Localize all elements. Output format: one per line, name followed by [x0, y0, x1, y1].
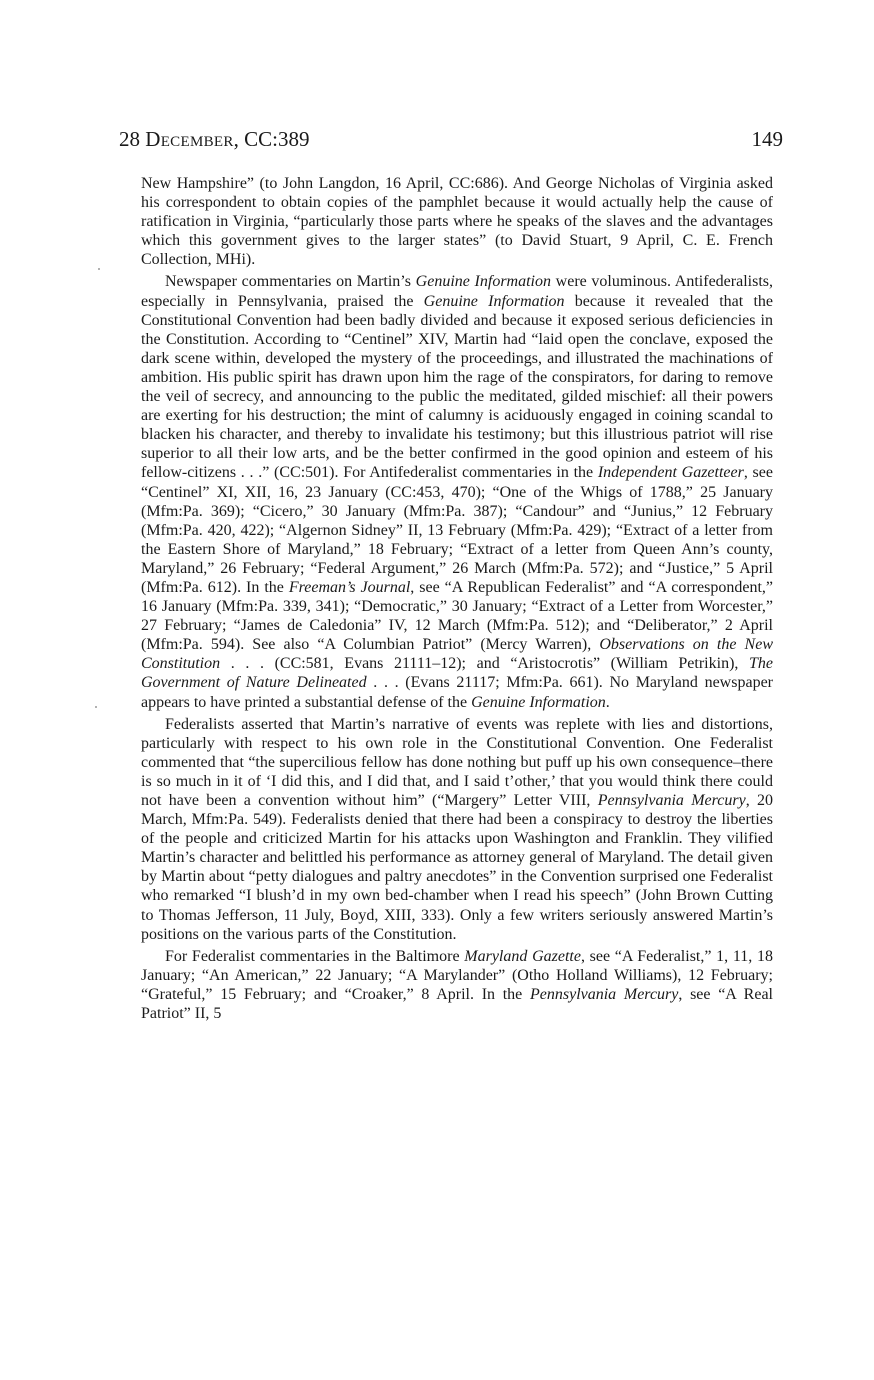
text-run: New Hampshire” (to John Langdon, 16 April, CC:686). And George Nicholas of Virginia asked his correspondent to obtain copies of the pamphlet because it would actually help the cause of ratification in Virginia, “particularly those parts where he speaks of the slaves and the advantages which this government gives to the larger states” (to David Stuart, 9 April, C. E. French Collection, MHi). [141, 175, 773, 269]
running-head-ref: , CC:389 [233, 127, 310, 151]
paragraph [141, 272, 773, 711]
text-run: Newspaper commentaries on Martin’s [165, 273, 416, 291]
running-head-date [119, 126, 310, 152]
text-run: , 20 March, Mfm:Pa. 549). Federalists denied that there had been a conspiracy to destroy the liberties of the people and criticized Martin for his attacks upon Washington and Franklin. They vilified Martin’s character and belittled his performance as attorney general of Maryland. The detail given by Martin about “petty dialogues and paltry anecdotes” in the Convention surprised one Federalist who remarked “I blush’d in my own bed-chamber when I read his speech” (John Brown Cutting to Thomas Jefferson, 11 July, Boyd, XIII, 333). Only a few writers seriously answered Martin’s positions on the various parts of the Constitution. [141, 792, 774, 943]
paragraph [141, 174, 773, 269]
text-run: . [605, 693, 610, 711]
text-run: , see “A Republican Federalist” and “A correspondent,” 16 January (Mfm:Pa. 339, 341); “Democratic,” 30 January; “Extract of a Letter from Worcester,” 27 February; “James de Caledonia” IV, 12 March (Mfm:Pa. 512); and “Deliberator,” 2 April (Mfm:Pa. 594). See also “A Columbian Patriot” (Mercy Warren), [141, 578, 773, 654]
text-run: Federalists asserted that Martin’s narrative of events was replete with lies and distortions, particularly with respect to his own role in the Constitutional Convention. One Federalist commented that “the supercilious fellow has done nothing but puff up his own consequence–there is so much in it of ‘I did this, and I did that, and I said t’other,’ that you would think there could not have been a convention without him” (“Margery” Letter VIII, [141, 715, 773, 809]
running-head-month: December [145, 127, 234, 151]
running-head [119, 126, 783, 152]
text-run: , see “Centinel” XI, XII, 16, 23 January (CC:453, 470); “One of the Whigs of 1788,” 25 January (Mfm:Pa. 369); “Cicero,” 30 January (Mfm:Pa. 387); “Candour” and “Junius,” 12 February (Mfm:Pa. 420, 422); “Algernon Sidney” II, 13 February (Mfm:Pa. 429); “Extract of a letter from the Eastern Shore of Maryland,” 18 February; “Extract of a letter from Queen Ann’s county, Maryland,” 26 February; “Federal Argument,” 26 March (Mfm:Pa. 572); and “Justice,” 5 April (Mfm:Pa. 612). In the [141, 464, 773, 596]
italic-title: Genuine Information [423, 292, 565, 310]
text-run: were voluminous. Antifederalists, especially in Pennsylvania, praised the [141, 273, 773, 310]
document-page [117, 126, 783, 1023]
italic-title: Pennsylvania Mercury [529, 985, 679, 1003]
page-number: 149 [751, 127, 783, 151]
scan-speck [95, 706, 97, 708]
paragraph [141, 715, 773, 944]
text-run: , see “A Federalist,” 1, 11, 18 January; “An American,” 22 January; “A Marylander” (Otho Holland Williams), 12 February; “Grateful,” 15 February; and “Croaker,” 8 April. In the [141, 947, 773, 1003]
text-run: For Federalist commentaries in the Baltimore [165, 947, 465, 965]
text-run: . . . (CC:581, Evans 21111–12); and “Aristocrotis” (William Petrikin), [220, 655, 749, 673]
italic-title: Genuine Information [415, 273, 551, 291]
text-run: because it revealed that the Constitutional Convention had been badly divided and because it exposed serious deficiencies in the Constitution. According to “Centinel” XIV, Martin had “laid open the conclave, exposed the dark scene within, developed the mystery of the proceedings, and illustrated the machinations of ambition. His public spirit has drawn upon him the rage of the conspirators, for daring to remove the veil of secrecy, and announcing to the public the meditated, gilded mischief: all their powers are exerting for his destruction; the mint of calumny is aciduously engaged in coining scandal to blacken his character, and thereby to invalidate his testimony; but this illustrious patriot will rise superior to all their low arts, and be the better confirmed in the good opinion and esteem of his fellow-citizens . . .” (CC:501). For Antifederalist commentaries in the [141, 292, 773, 482]
italic-title: Genuine Information [471, 693, 606, 711]
paragraph [141, 947, 773, 1023]
body-text [141, 174, 773, 1023]
italic-title: Observations on the New Constitution [141, 636, 773, 673]
scan-speck [98, 268, 100, 270]
italic-title: Freeman’s Journal [288, 578, 411, 596]
text-run: . . . (Evans 21117; Mfm:Pa. 661). No Maryland newspaper appears to have printed a substantial defense of the [141, 674, 773, 711]
running-head-day: 28 [119, 127, 146, 151]
italic-title: Independent Gazetteer [597, 464, 744, 482]
italic-title: The Government of Nature Delineated [141, 655, 773, 692]
italic-title: Maryland Gazette [464, 947, 581, 965]
text-run: , see “A Real Patriot” II, 5 [141, 985, 774, 1023]
italic-title: Pennsylvania Mercury [597, 792, 746, 809]
